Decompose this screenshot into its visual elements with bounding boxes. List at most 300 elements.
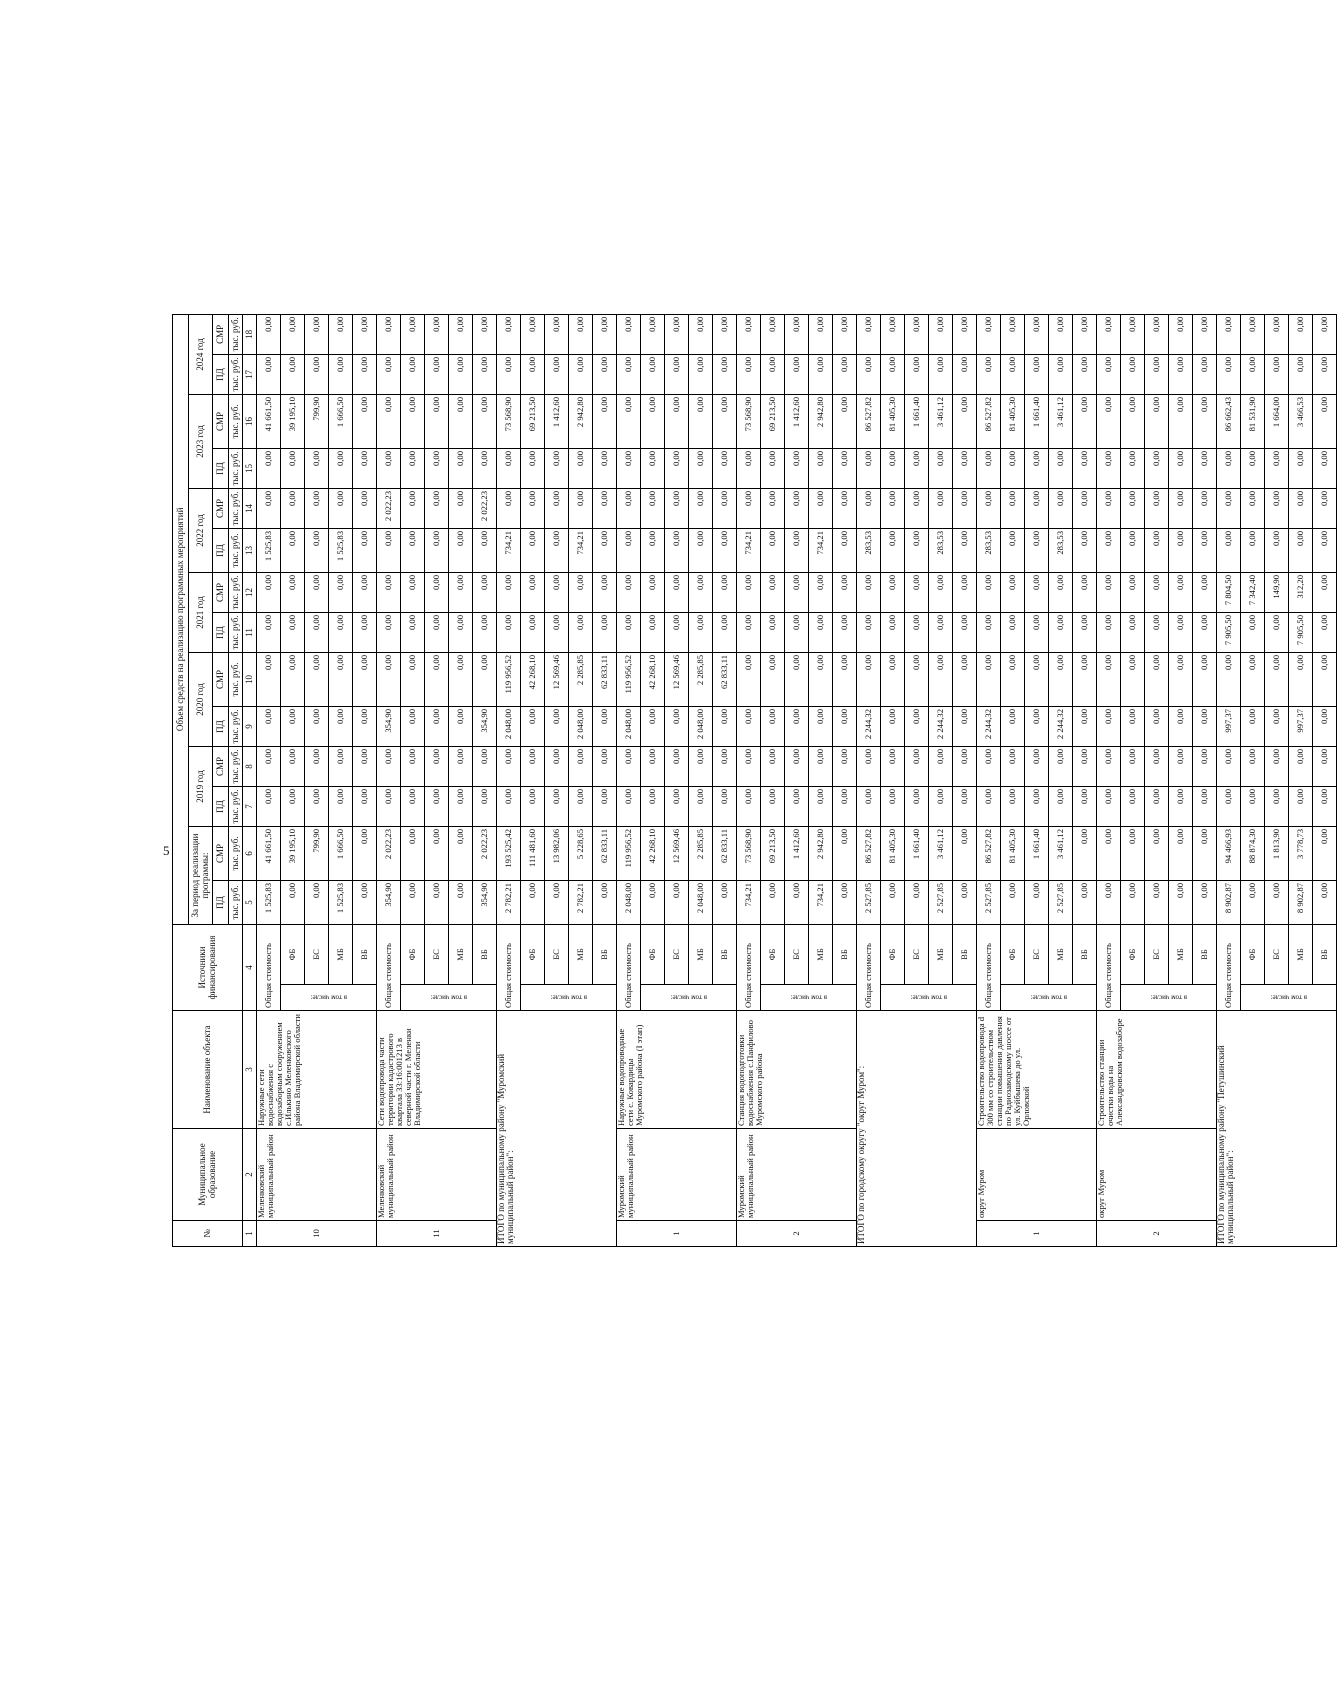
value-cell: 0,00 bbox=[281, 652, 305, 706]
value-cell: 0,00 bbox=[1313, 572, 1337, 612]
value-cell: 0,00 bbox=[1313, 314, 1337, 354]
value-cell: 0,00 bbox=[737, 706, 761, 746]
municipality-name: Муромский муниципальный район bbox=[617, 1129, 737, 1221]
value-cell: 0,00 bbox=[1241, 612, 1265, 652]
header-no: № bbox=[173, 1221, 243, 1247]
value-cell: 0,00 bbox=[329, 652, 353, 706]
value-cell: 0,00 bbox=[305, 652, 329, 706]
value-cell: 0,00 bbox=[857, 652, 881, 706]
value-cell: 2 048,00 bbox=[689, 706, 713, 746]
value-cell: 0,00 bbox=[1049, 448, 1073, 488]
value-cell: 0,00 bbox=[1217, 528, 1241, 572]
value-cell: 0,00 bbox=[977, 746, 1001, 786]
value-cell: 0,00 bbox=[305, 314, 329, 354]
value-cell: 0,00 bbox=[257, 612, 281, 652]
value-cell: 0,00 bbox=[857, 746, 881, 786]
value-cell: 0,00 bbox=[641, 572, 665, 612]
in-that-label: в том числе: bbox=[1001, 985, 1097, 1011]
source-total: Общая стоимость bbox=[857, 924, 881, 1010]
value-cell: 0,00 bbox=[905, 652, 929, 706]
value-cell: 0,00 bbox=[1313, 448, 1337, 488]
value-cell: 0,00 bbox=[761, 880, 785, 924]
value-cell: 0,00 bbox=[977, 652, 1001, 706]
value-cell: 0,00 bbox=[713, 448, 737, 488]
value-cell: 0,00 bbox=[1025, 572, 1049, 612]
value-cell: 2 527,85 bbox=[857, 880, 881, 924]
total-label: ИТОГО по муниципальному району "Петушинский муниципальный район": bbox=[1217, 1011, 1337, 1247]
value-cell: 0,00 bbox=[377, 786, 401, 826]
value-cell: 0,00 bbox=[1025, 488, 1049, 528]
value-cell: 0,00 bbox=[521, 746, 545, 786]
value-cell: 86 527,82 bbox=[977, 394, 1001, 448]
value-cell: 0,00 bbox=[1193, 394, 1217, 448]
value-cell: 1 412,60 bbox=[785, 826, 809, 880]
value-cell: 0,00 bbox=[281, 488, 305, 528]
value-cell: 0,00 bbox=[305, 746, 329, 786]
value-cell: 0,00 bbox=[1049, 488, 1073, 528]
value-cell: 0,00 bbox=[713, 572, 737, 612]
value-cell: 0,00 bbox=[929, 488, 953, 528]
value-cell: 0,00 bbox=[1313, 394, 1337, 448]
value-cell: 0,00 bbox=[1265, 314, 1289, 354]
value-cell: 8 902,87 bbox=[1217, 880, 1241, 924]
value-cell: 0,00 bbox=[1169, 786, 1193, 826]
value-cell: 42 268,10 bbox=[641, 826, 665, 880]
source-code: ФБ bbox=[401, 924, 425, 984]
municipality-name: Муромский муниципальный район bbox=[737, 1129, 857, 1221]
value-cell: 0,00 bbox=[785, 448, 809, 488]
value-cell: 0,00 bbox=[281, 746, 305, 786]
value-cell: 0,00 bbox=[641, 354, 665, 394]
value-cell: 0,00 bbox=[545, 612, 569, 652]
table-row bbox=[497, 314, 521, 1246]
value-cell: 0,00 bbox=[521, 448, 545, 488]
source-total: Общая стоимость bbox=[377, 924, 401, 1010]
column-number: 6 bbox=[243, 826, 257, 880]
table-row bbox=[737, 314, 761, 1246]
value-cell: 0,00 bbox=[449, 572, 473, 612]
value-cell: 0,00 bbox=[785, 652, 809, 706]
value-cell: 0,00 bbox=[449, 448, 473, 488]
header-smr: СМР bbox=[213, 314, 229, 354]
value-cell: 2 022,23 bbox=[473, 826, 497, 880]
value-cell: 0,00 bbox=[401, 746, 425, 786]
in-that-label: в том числе: bbox=[401, 985, 497, 1011]
value-cell: 0,00 bbox=[665, 880, 689, 924]
value-cell: 0,00 bbox=[785, 572, 809, 612]
value-cell: 81 405,30 bbox=[1001, 826, 1025, 880]
value-cell: 0,00 bbox=[737, 746, 761, 786]
value-cell: 0,00 bbox=[977, 786, 1001, 826]
value-cell: 0,00 bbox=[1073, 652, 1097, 706]
value-cell: 0,00 bbox=[425, 880, 449, 924]
value-cell: 0,00 bbox=[521, 612, 545, 652]
column-number: 1 bbox=[243, 1221, 257, 1247]
value-cell: 0,00 bbox=[689, 746, 713, 786]
value-cell: 0,00 bbox=[545, 448, 569, 488]
value-cell: 2 048,00 bbox=[569, 706, 593, 746]
value-cell: 2 285,85 bbox=[569, 652, 593, 706]
value-cell: 0,00 bbox=[1193, 826, 1217, 880]
value-cell: 3 461,12 bbox=[1049, 394, 1073, 448]
value-cell: 0,00 bbox=[1145, 612, 1169, 652]
source-code: БС bbox=[1265, 924, 1289, 984]
value-cell: 0,00 bbox=[905, 448, 929, 488]
value-cell: 0,00 bbox=[737, 612, 761, 652]
value-cell: 0,00 bbox=[809, 448, 833, 488]
value-cell: 0,00 bbox=[353, 448, 377, 488]
value-cell: 0,00 bbox=[425, 394, 449, 448]
value-cell: 0,00 bbox=[1265, 786, 1289, 826]
value-cell: 0,00 bbox=[1169, 652, 1193, 706]
value-cell: 86 527,82 bbox=[977, 826, 1001, 880]
value-cell: 0,00 bbox=[713, 746, 737, 786]
value-cell: 0,00 bbox=[1145, 572, 1169, 612]
value-cell: 0,00 bbox=[617, 572, 641, 612]
value-cell: 1 661,40 bbox=[905, 394, 929, 448]
municipality-name: округ Муром bbox=[1097, 1129, 1217, 1221]
source-code: ФБ bbox=[521, 924, 545, 984]
value-cell: 0,00 bbox=[1097, 612, 1121, 652]
value-cell: 799,90 bbox=[305, 394, 329, 448]
value-cell: 0,00 bbox=[497, 448, 521, 488]
value-cell: 0,00 bbox=[1097, 826, 1121, 880]
value-cell: 0,00 bbox=[1241, 786, 1265, 826]
object-name: Строительство станции очистки воды на Александровском водозаборе bbox=[1097, 1011, 1217, 1129]
value-cell: 0,00 bbox=[1313, 488, 1337, 528]
value-cell: 0,00 bbox=[497, 572, 521, 612]
header-year-2020: 2020 год bbox=[189, 652, 213, 746]
value-cell: 69 213,50 bbox=[521, 394, 545, 448]
value-cell: 119 956,52 bbox=[497, 652, 521, 706]
header-main-title: Объем средств на реализацию программных мероприятий bbox=[173, 314, 189, 924]
value-cell: 0,00 bbox=[1073, 488, 1097, 528]
value-cell: 0,00 bbox=[1313, 354, 1337, 394]
value-cell: 0,00 bbox=[1073, 746, 1097, 786]
value-cell: 81 405,30 bbox=[1001, 394, 1025, 448]
value-cell: 0,00 bbox=[1049, 314, 1073, 354]
value-cell: 0,00 bbox=[977, 314, 1001, 354]
value-cell: 0,00 bbox=[1289, 314, 1313, 354]
header-pd: ПД bbox=[213, 786, 229, 826]
value-cell: 0,00 bbox=[1169, 746, 1193, 786]
value-cell: 0,00 bbox=[1241, 880, 1265, 924]
value-cell: 0,00 bbox=[641, 394, 665, 448]
value-cell: 0,00 bbox=[857, 354, 881, 394]
value-cell: 0,00 bbox=[785, 488, 809, 528]
value-cell: 0,00 bbox=[1097, 314, 1121, 354]
value-cell: 0,00 bbox=[521, 488, 545, 528]
value-cell: 0,00 bbox=[1121, 826, 1145, 880]
value-cell: 0,00 bbox=[305, 706, 329, 746]
value-cell: 0,00 bbox=[881, 746, 905, 786]
value-cell: 0,00 bbox=[929, 448, 953, 488]
value-cell: 0,00 bbox=[593, 612, 617, 652]
value-cell: 0,00 bbox=[593, 880, 617, 924]
value-cell: 0,00 bbox=[713, 394, 737, 448]
value-cell: 0,00 bbox=[1097, 448, 1121, 488]
value-cell: 0,00 bbox=[1001, 612, 1025, 652]
source-code: ВБ bbox=[353, 924, 377, 984]
value-cell: 2 782,21 bbox=[497, 880, 521, 924]
source-code: МБ bbox=[689, 924, 713, 984]
value-cell: 0,00 bbox=[977, 354, 1001, 394]
value-cell: 2 244,32 bbox=[857, 706, 881, 746]
value-cell: 0,00 bbox=[329, 314, 353, 354]
in-that-label: в том числе: bbox=[881, 985, 977, 1011]
value-cell: 0,00 bbox=[401, 394, 425, 448]
value-cell: 0,00 bbox=[617, 528, 641, 572]
value-cell: 0,00 bbox=[497, 354, 521, 394]
value-cell: 0,00 bbox=[833, 354, 857, 394]
value-cell: 0,00 bbox=[425, 314, 449, 354]
header-pd: ПД bbox=[213, 880, 229, 924]
value-cell: 2 244,32 bbox=[929, 706, 953, 746]
value-cell: 0,00 bbox=[593, 448, 617, 488]
value-cell: 149,90 bbox=[1265, 572, 1289, 612]
column-number: 16 bbox=[243, 394, 257, 448]
value-cell: 0,00 bbox=[305, 612, 329, 652]
source-code: ВБ bbox=[593, 924, 617, 984]
value-cell: 0,00 bbox=[905, 706, 929, 746]
value-cell: 799,90 bbox=[305, 826, 329, 880]
value-cell: 0,00 bbox=[1145, 528, 1169, 572]
value-cell: 0,00 bbox=[617, 746, 641, 786]
municipality-name: Меленковский муниципальный район bbox=[257, 1129, 377, 1221]
value-cell: 0,00 bbox=[593, 488, 617, 528]
value-cell: 0,00 bbox=[545, 528, 569, 572]
value-cell: 0,00 bbox=[665, 354, 689, 394]
value-cell: 0,00 bbox=[593, 528, 617, 572]
value-cell: 0,00 bbox=[1001, 706, 1025, 746]
value-cell: 0,00 bbox=[1193, 354, 1217, 394]
value-cell: 0,00 bbox=[353, 880, 377, 924]
value-cell: 0,00 bbox=[545, 488, 569, 528]
value-cell: 0,00 bbox=[1025, 786, 1049, 826]
value-cell: 0,00 bbox=[1193, 528, 1217, 572]
value-cell: 0,00 bbox=[1241, 746, 1265, 786]
value-cell: 0,00 bbox=[689, 612, 713, 652]
source-code: МБ bbox=[929, 924, 953, 984]
value-cell: 86 527,82 bbox=[857, 394, 881, 448]
value-cell: 0,00 bbox=[401, 448, 425, 488]
value-cell: 0,00 bbox=[569, 612, 593, 652]
value-cell: 0,00 bbox=[1241, 314, 1265, 354]
value-cell: 3 466,53 bbox=[1289, 394, 1313, 448]
value-cell: 0,00 bbox=[377, 652, 401, 706]
value-cell: 0,00 bbox=[257, 488, 281, 528]
value-cell: 39 195,10 bbox=[281, 394, 305, 448]
value-cell: 0,00 bbox=[809, 786, 833, 826]
header-smr: СМР bbox=[213, 488, 229, 528]
value-cell: 0,00 bbox=[761, 448, 785, 488]
value-cell: 0,00 bbox=[545, 572, 569, 612]
header-year-2021: 2021 год bbox=[189, 572, 213, 652]
value-cell: 0,00 bbox=[353, 394, 377, 448]
value-cell: 0,00 bbox=[881, 528, 905, 572]
value-cell: 0,00 bbox=[1145, 706, 1169, 746]
value-cell: 0,00 bbox=[521, 314, 545, 354]
object-name: Наружные водопроводные сети с. Ковардицы Муромского района (I этап) bbox=[617, 1011, 737, 1129]
value-cell: 3 461,12 bbox=[929, 826, 953, 880]
value-cell: 0,00 bbox=[1097, 746, 1121, 786]
value-cell: 0,00 bbox=[1121, 394, 1145, 448]
source-code: ВБ bbox=[1313, 924, 1337, 984]
value-cell: 0,00 bbox=[1073, 394, 1097, 448]
value-cell: 0,00 bbox=[665, 612, 689, 652]
table-row bbox=[1097, 314, 1121, 1246]
value-cell: 0,00 bbox=[809, 612, 833, 652]
value-cell: 0,00 bbox=[1025, 354, 1049, 394]
value-cell: 0,00 bbox=[761, 354, 785, 394]
value-cell: 0,00 bbox=[857, 488, 881, 528]
value-cell: 1 661,40 bbox=[1025, 826, 1049, 880]
value-cell: 0,00 bbox=[1145, 826, 1169, 880]
value-cell: 119 956,52 bbox=[617, 652, 641, 706]
value-cell: 0,00 bbox=[305, 880, 329, 924]
value-cell: 0,00 bbox=[1265, 528, 1289, 572]
value-cell: 0,00 bbox=[953, 786, 977, 826]
in-that-label: в том числе: bbox=[1241, 985, 1337, 1011]
municipality-name: Меленковский муниципальный район bbox=[377, 1129, 497, 1221]
value-cell: 0,00 bbox=[1073, 448, 1097, 488]
value-cell: 0,00 bbox=[929, 612, 953, 652]
value-cell: 1 813,90 bbox=[1265, 826, 1289, 880]
value-cell: 0,00 bbox=[1241, 706, 1265, 746]
value-cell: 0,00 bbox=[1097, 706, 1121, 746]
value-cell: 62 833,11 bbox=[593, 652, 617, 706]
value-cell: 0,00 bbox=[641, 528, 665, 572]
value-cell: 0,00 bbox=[545, 880, 569, 924]
value-cell: 0,00 bbox=[305, 488, 329, 528]
column-number: 11 bbox=[243, 612, 257, 652]
value-cell: 2 048,00 bbox=[689, 880, 713, 924]
header-source: Источники финансирования bbox=[173, 924, 243, 1010]
value-cell: 0,00 bbox=[1073, 880, 1097, 924]
value-cell: 0,00 bbox=[377, 746, 401, 786]
value-cell: 0,00 bbox=[833, 572, 857, 612]
value-cell: 0,00 bbox=[1049, 746, 1073, 786]
value-cell: 0,00 bbox=[713, 880, 737, 924]
source-code: ВБ bbox=[473, 924, 497, 984]
value-cell: 0,00 bbox=[449, 880, 473, 924]
table-body bbox=[257, 314, 1337, 1246]
source-code: ФБ bbox=[281, 924, 305, 984]
value-cell: 119 956,52 bbox=[617, 826, 641, 880]
value-cell: 0,00 bbox=[449, 826, 473, 880]
value-cell: 0,00 bbox=[1121, 652, 1145, 706]
header-year-2019: 2019 год bbox=[189, 746, 213, 826]
source-code: ВБ bbox=[1193, 924, 1217, 984]
value-cell: 2 942,80 bbox=[809, 394, 833, 448]
source-code: БС bbox=[665, 924, 689, 984]
value-cell: 0,00 bbox=[1265, 652, 1289, 706]
column-number: 2 bbox=[243, 1129, 257, 1221]
value-cell: 0,00 bbox=[1289, 746, 1313, 786]
value-cell: 0,00 bbox=[473, 786, 497, 826]
value-cell: 0,00 bbox=[1289, 786, 1313, 826]
value-cell: 0,00 bbox=[425, 826, 449, 880]
value-cell: 1 412,60 bbox=[545, 394, 569, 448]
source-code: БС bbox=[545, 924, 569, 984]
value-cell: 0,00 bbox=[257, 786, 281, 826]
header-unit: тыс. руб. bbox=[229, 394, 243, 448]
value-cell: 0,00 bbox=[833, 314, 857, 354]
value-cell: 0,00 bbox=[1049, 572, 1073, 612]
value-cell: 0,00 bbox=[1313, 706, 1337, 746]
value-cell: 0,00 bbox=[329, 572, 353, 612]
value-cell: 2 022,23 bbox=[473, 488, 497, 528]
value-cell: 0,00 bbox=[257, 706, 281, 746]
column-number: 13 bbox=[243, 528, 257, 572]
value-cell: 88 874,30 bbox=[1241, 826, 1265, 880]
value-cell: 0,00 bbox=[1265, 880, 1289, 924]
value-cell: 0,00 bbox=[785, 314, 809, 354]
object-name: Строительство водопровода d 300 мм со строительством станции повышения давления по Радиозаводскому шоссе от ул. Куйбышева до ул. Орловской bbox=[977, 1011, 1097, 1129]
value-cell: 0,00 bbox=[329, 612, 353, 652]
value-cell: 0,00 bbox=[1073, 612, 1097, 652]
header-unit: тыс. руб. bbox=[229, 786, 243, 826]
value-cell: 0,00 bbox=[929, 354, 953, 394]
value-cell: 0,00 bbox=[1289, 652, 1313, 706]
source-code: ФБ bbox=[1001, 924, 1025, 984]
value-cell: 42 268,10 bbox=[641, 652, 665, 706]
column-number: 5 bbox=[243, 880, 257, 924]
value-cell: 7 804,50 bbox=[1217, 572, 1241, 612]
value-cell: 0,00 bbox=[1241, 448, 1265, 488]
value-cell: 0,00 bbox=[761, 652, 785, 706]
value-cell: 0,00 bbox=[1121, 880, 1145, 924]
value-cell: 0,00 bbox=[1313, 528, 1337, 572]
value-cell: 0,00 bbox=[353, 488, 377, 528]
value-cell: 73 568,90 bbox=[737, 826, 761, 880]
value-cell: 0,00 bbox=[1193, 880, 1217, 924]
source-code: ВБ bbox=[953, 924, 977, 984]
value-cell: 0,00 bbox=[953, 826, 977, 880]
value-cell: 0,00 bbox=[1025, 314, 1049, 354]
value-cell: 0,00 bbox=[1025, 706, 1049, 746]
value-cell: 0,00 bbox=[1001, 652, 1025, 706]
source-code: ВБ bbox=[1073, 924, 1097, 984]
value-cell: 0,00 bbox=[953, 488, 977, 528]
table-row bbox=[977, 314, 1001, 1246]
value-cell: 0,00 bbox=[929, 652, 953, 706]
column-number: 14 bbox=[243, 488, 257, 528]
value-cell: 0,00 bbox=[1073, 826, 1097, 880]
value-cell: 0,00 bbox=[569, 746, 593, 786]
value-cell: 0,00 bbox=[761, 612, 785, 652]
value-cell: 0,00 bbox=[1241, 528, 1265, 572]
value-cell: 0,00 bbox=[1145, 652, 1169, 706]
header-unit: тыс. руб. bbox=[229, 314, 243, 354]
value-cell: 0,00 bbox=[1097, 394, 1121, 448]
value-cell: 0,00 bbox=[257, 572, 281, 612]
value-cell: 0,00 bbox=[281, 572, 305, 612]
value-cell: 0,00 bbox=[1217, 488, 1241, 528]
value-cell: 0,00 bbox=[497, 746, 521, 786]
table-row bbox=[617, 314, 641, 1246]
value-cell: 0,00 bbox=[545, 746, 569, 786]
value-cell: 0,00 bbox=[833, 706, 857, 746]
value-cell: 41 661,50 bbox=[257, 394, 281, 448]
value-cell: 0,00 bbox=[521, 706, 545, 746]
value-cell: 0,00 bbox=[1169, 394, 1193, 448]
value-cell: 0,00 bbox=[353, 612, 377, 652]
value-cell: 0,00 bbox=[1313, 746, 1337, 786]
value-cell: 0,00 bbox=[1145, 746, 1169, 786]
column-number: 3 bbox=[243, 1011, 257, 1129]
value-cell: 0,00 bbox=[881, 612, 905, 652]
